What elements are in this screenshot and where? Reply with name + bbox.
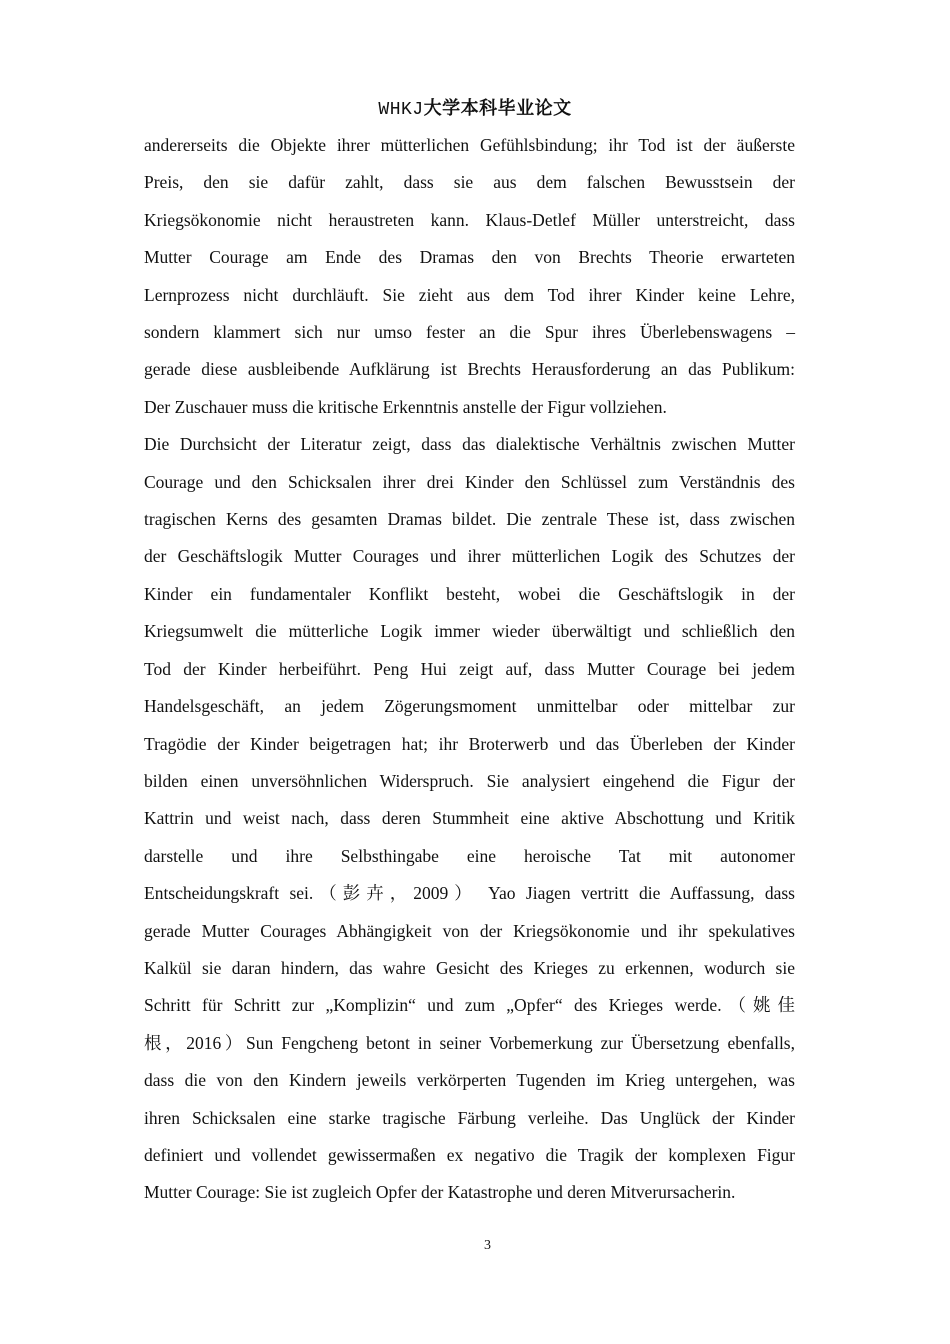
- text-line: definiert und vollendet gewissermaßen ex negativo die Tragik der komplexen Figur: [144, 1144, 795, 1165]
- page-header: [0, 94, 950, 120]
- paragraph: [144, 426, 795, 1212]
- paragraph: [144, 127, 795, 426]
- text-line: Kattrin und weist nach, dass deren Stummheit eine aktive Abschottung und Kritik: [144, 808, 795, 829]
- text-line: Tragödie der Kinder beigetragen hat; ihr Broterwerb und das Überleben der Kinder: [144, 733, 795, 754]
- text-line: darstelle und ihre Selbsthingabe eine heroische Tat mit autonomer: [144, 845, 795, 866]
- text-line: Preis, den sie dafür zahlt, dass sie aus dem falschen Bewusstsein der: [144, 172, 795, 193]
- text-line: Kinder ein fundamentaler Konflikt besteht, wobei die Geschäftslogik in der: [144, 583, 795, 604]
- text-line: Mutter Courage am Ende des Dramas den von Brechts Theorie erwarteten: [144, 247, 795, 268]
- text-line: Kalkül sie daran hindern, das wahre Gesicht des Krieges zu erkennen, wodurch sie: [144, 957, 795, 978]
- text-line: tragischen Kerns des gesamten Dramas bildet. Die zentrale These ist, dass zwischen: [144, 509, 795, 530]
- text-line: Die Durchsicht der Literatur zeigt, dass das dialektische Verhältnis zwischen Mutter: [144, 434, 795, 455]
- text-line: Handelsgeschäft, an jedem Zögerungsmoment unmittelbar oder mittelbar zur: [144, 696, 795, 717]
- text-line: Entscheidungskraft sei.（彭卉，2009） Yao Jiagen vertritt die Auffassung, dass: [144, 883, 795, 904]
- text-line: Lernprozess nicht durchläuft. Sie zieht aus dem Tod ihrer Kinder keine Lehre,: [144, 284, 795, 305]
- text-line: Courage und den Schicksalen ihrer drei Kinder den Schlüssel zum Verständnis des: [144, 471, 795, 492]
- text-line: der Geschäftslogik Mutter Courages und ihrer mütterlichen Logik des Schutzes der: [144, 546, 795, 567]
- page-footer: [0, 1238, 950, 1254]
- page-number: 3: [484, 1238, 491, 1253]
- header-brand: WHKJ: [378, 100, 424, 120]
- text-line: ihren Schicksalen eine starke tragische Färbung verleihe. Das Unglück der Kinder: [144, 1107, 795, 1128]
- text-line: Kriegsumwelt die mütterliche Logik immer wieder überwältigt und schließlich den: [144, 621, 795, 642]
- text-line: gerade Mutter Courages Abhängigkeit von der Kriegsökonomie und ihr spekulatives: [144, 920, 795, 941]
- text-line: dass die von den Kindern jeweils verkörperten Tugenden im Krieg untergehen, was: [144, 1070, 795, 1091]
- text-line: Der Zuschauer muss die kritische Erkenntnis anstelle der Figur vollziehen.: [144, 396, 667, 417]
- text-line: andererseits die Objekte ihrer mütterlichen Gefühlsbindung; ihr Tod ist der äußerste: [144, 135, 795, 155]
- text-line: Kriegsökonomie nicht heraustreten kann. Klaus-Detlef Müller unterstreicht, dass: [144, 209, 795, 230]
- text-line: Mutter Courage: Sie ist zugleich Opfer der Katastrophe und deren Mitverursacherin.: [144, 1182, 736, 1203]
- text-line: sondern klammert sich nur umso fester an die Spur ihres Überlebenswagens –: [144, 322, 795, 343]
- text-line: Schritt für Schritt zur „Komplizin“ und zum „Opfer“ des Krieges werde.（姚佳: [144, 995, 795, 1016]
- body-text: [144, 127, 795, 1212]
- text-line: 根，2016）Sun Fengcheng betont in seiner Vorbemerkung zur Übersetzung ebenfalls,: [144, 1032, 795, 1053]
- text-line: bilden einen unversöhnlichen Widerspruch. Sie analysiert eingehend die Figur der: [144, 770, 795, 791]
- text-line: Tod der Kinder herbeiführt. Peng Hui zeigt auf, dass Mutter Courage bei jedem: [144, 658, 795, 679]
- text-line: gerade diese ausbleibende Aufklärung ist Brechts Herausforderung an das Publikum:: [144, 359, 795, 380]
- header-title: 大学本科毕业论文: [423, 98, 572, 119]
